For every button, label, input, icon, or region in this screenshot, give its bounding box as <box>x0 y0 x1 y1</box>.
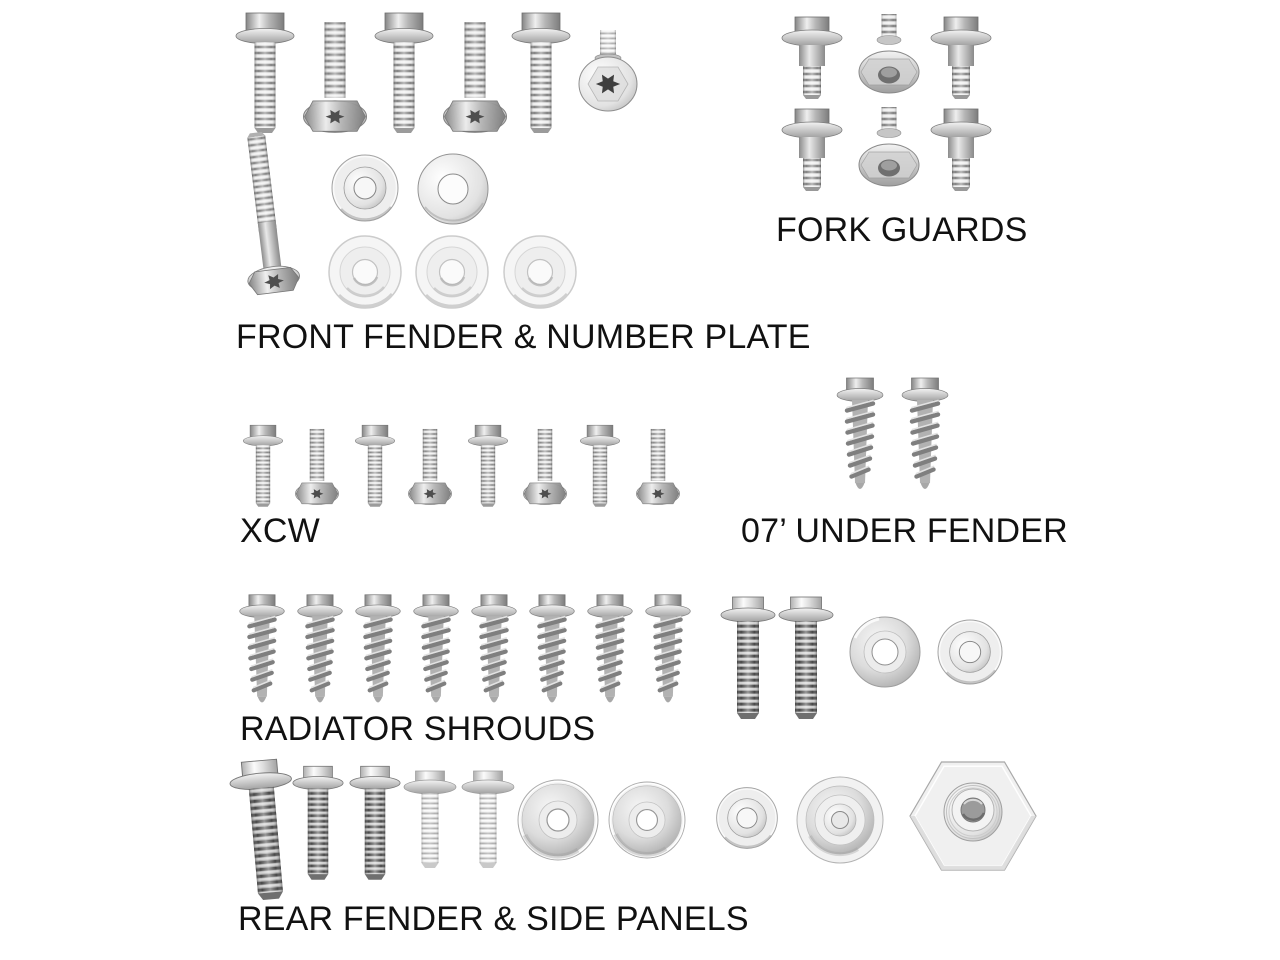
fork-angled <box>859 14 919 93</box>
flange-bolt-up <box>580 425 619 507</box>
group-radiator-shrouds <box>240 595 1002 719</box>
washer-translucent <box>504 236 576 308</box>
tap-screw <box>837 378 883 489</box>
tap-screw <box>472 595 517 703</box>
group-label-front-fender-number-plate: FRONT FENDER & NUMBER PLATE <box>236 318 811 356</box>
group-fork-guards <box>782 14 991 191</box>
flange-bolt-down <box>444 22 507 132</box>
group-label-07-under-fender: 07’ UNDER FENDER <box>741 512 1068 550</box>
flange-bolt-up <box>243 425 282 507</box>
washer-translucent <box>416 236 488 308</box>
tap-screw <box>588 595 633 703</box>
washer-hat <box>938 620 1002 684</box>
flange-bolt-down <box>408 429 451 505</box>
chrome-bolt <box>462 771 514 868</box>
flange-bolt-down <box>295 429 338 505</box>
washer-hat <box>332 155 398 221</box>
parts-layer <box>228 13 1036 902</box>
group-label-rear-fender-side-panels: REAR FENDER & SIDE PANELS <box>238 900 749 938</box>
cone-washer <box>609 782 685 858</box>
group-front-fender-number-plate <box>230 13 637 308</box>
tap-screw <box>646 595 691 703</box>
fork-angled <box>859 107 919 186</box>
fork-bolt <box>931 17 991 99</box>
washer-bevel <box>850 617 920 687</box>
dark-bolt <box>721 597 775 719</box>
group-label-xcw: XCW <box>240 512 320 550</box>
long-bolt <box>230 130 301 296</box>
flange-bolt-down <box>636 429 679 505</box>
flange-bolt-up <box>355 425 394 507</box>
group-rear-fender-side-panels <box>228 758 1036 902</box>
dark-bolt <box>779 597 833 719</box>
group-label-radiator-shrouds: RADIATOR SHROUDS <box>240 710 596 748</box>
tap-screw <box>530 595 575 703</box>
washer-flat <box>418 154 488 224</box>
tap-screw <box>902 378 948 489</box>
flange-bolt-down <box>304 22 367 132</box>
flange-bolt-up <box>512 13 570 133</box>
group-xcw <box>243 425 679 507</box>
flange-bolt-up <box>236 13 294 133</box>
fork-bolt <box>931 109 991 191</box>
dark-bolt <box>228 758 301 902</box>
tap-screw <box>414 595 459 703</box>
cone-washer <box>518 780 598 860</box>
fork-bolt <box>782 109 842 191</box>
group-under-fender-07 <box>837 378 948 489</box>
hex-receptacle <box>910 762 1036 870</box>
stepped-washer <box>797 777 883 863</box>
dark-bolt <box>293 766 343 879</box>
fork-bolt <box>782 17 842 99</box>
washer-hat <box>717 788 778 849</box>
flange-bolt-up <box>375 13 433 133</box>
torx-front <box>579 30 637 111</box>
washer-translucent <box>329 236 401 308</box>
tap-screw <box>356 595 401 703</box>
group-label-fork-guards: FORK GUARDS <box>776 211 1028 249</box>
flange-bolt-down <box>523 429 566 505</box>
tap-screw <box>240 595 285 703</box>
chrome-bolt <box>404 771 456 868</box>
tap-screw <box>298 595 343 703</box>
flange-bolt-up <box>468 425 507 507</box>
dark-bolt <box>350 766 400 879</box>
